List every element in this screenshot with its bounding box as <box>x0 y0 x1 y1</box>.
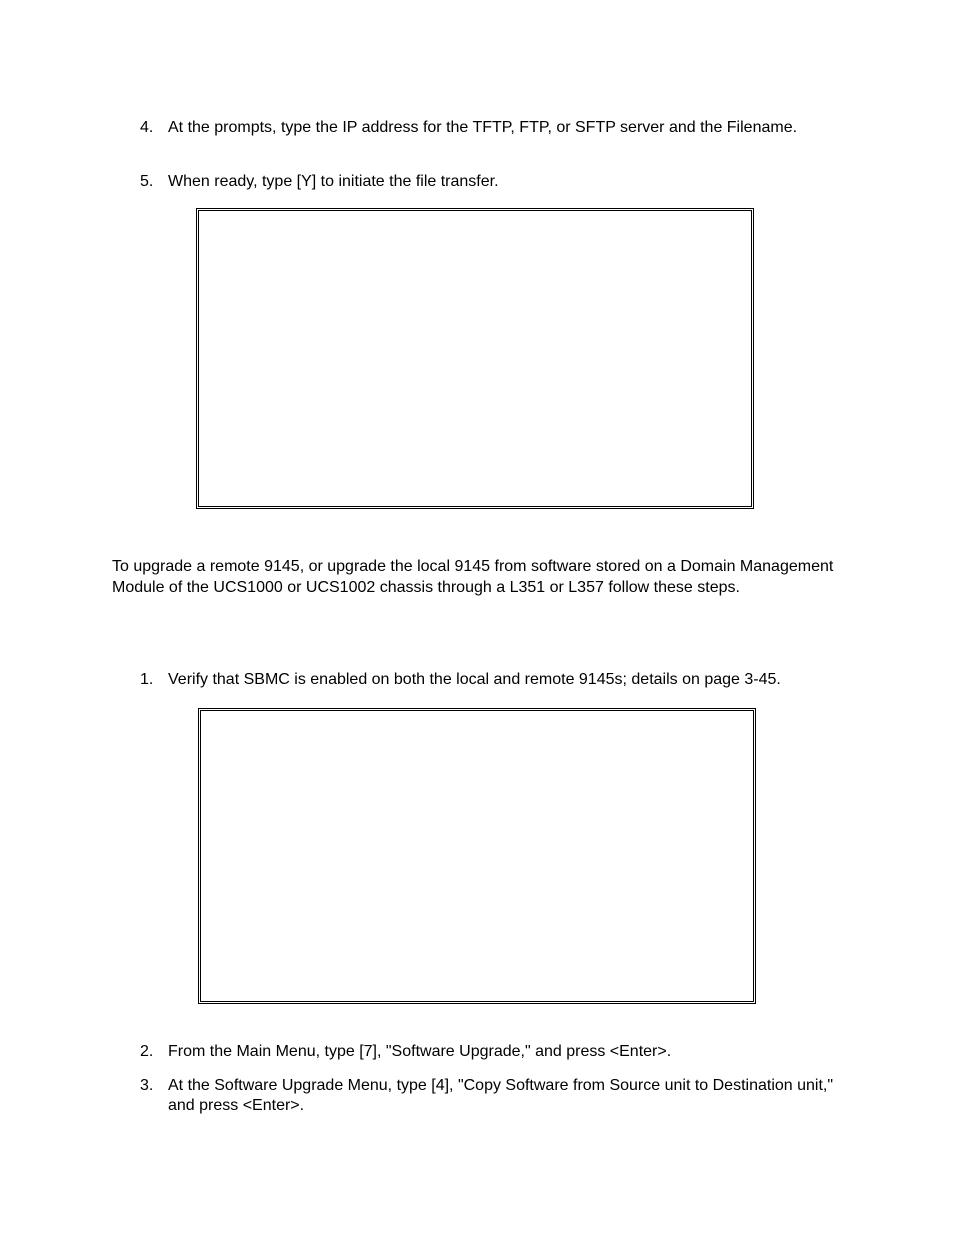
step-text: Verify that SBMC is enabled on both the local and remote 9145s; details on page 3-45. <box>168 671 781 688</box>
step-text: From the Main Menu, type [7], "Software Upgrade," and press <Enter>. <box>168 1043 672 1060</box>
step-text: When ready, type [Y] to initiate the file transfer. <box>168 173 499 190</box>
intro-paragraph: To upgrade a remote 9145, or upgrade the local 9145 from software stored on a Domain Management Module of the UCS1000 or UCS1002 chassis through a L351 or L357 follow these steps. <box>112 558 834 596</box>
step-text: At the prompts, type the IP address for the TFTP, FTP, or SFTP server and the Filename. <box>168 119 798 136</box>
step-number: 2. <box>140 1043 154 1060</box>
step-number: 1. <box>140 671 154 688</box>
step-number: 5. <box>140 173 154 190</box>
screen-capture-frame-2 <box>198 708 756 1004</box>
step-number: 3. <box>140 1077 154 1094</box>
screen-capture-frame-1 <box>196 208 754 509</box>
step-number: 4. <box>140 119 154 136</box>
step-text: At the Software Upgrade Menu, type [4], "Copy Software from Source unit to Destination unit," and press <Enter>. <box>168 1077 834 1114</box>
